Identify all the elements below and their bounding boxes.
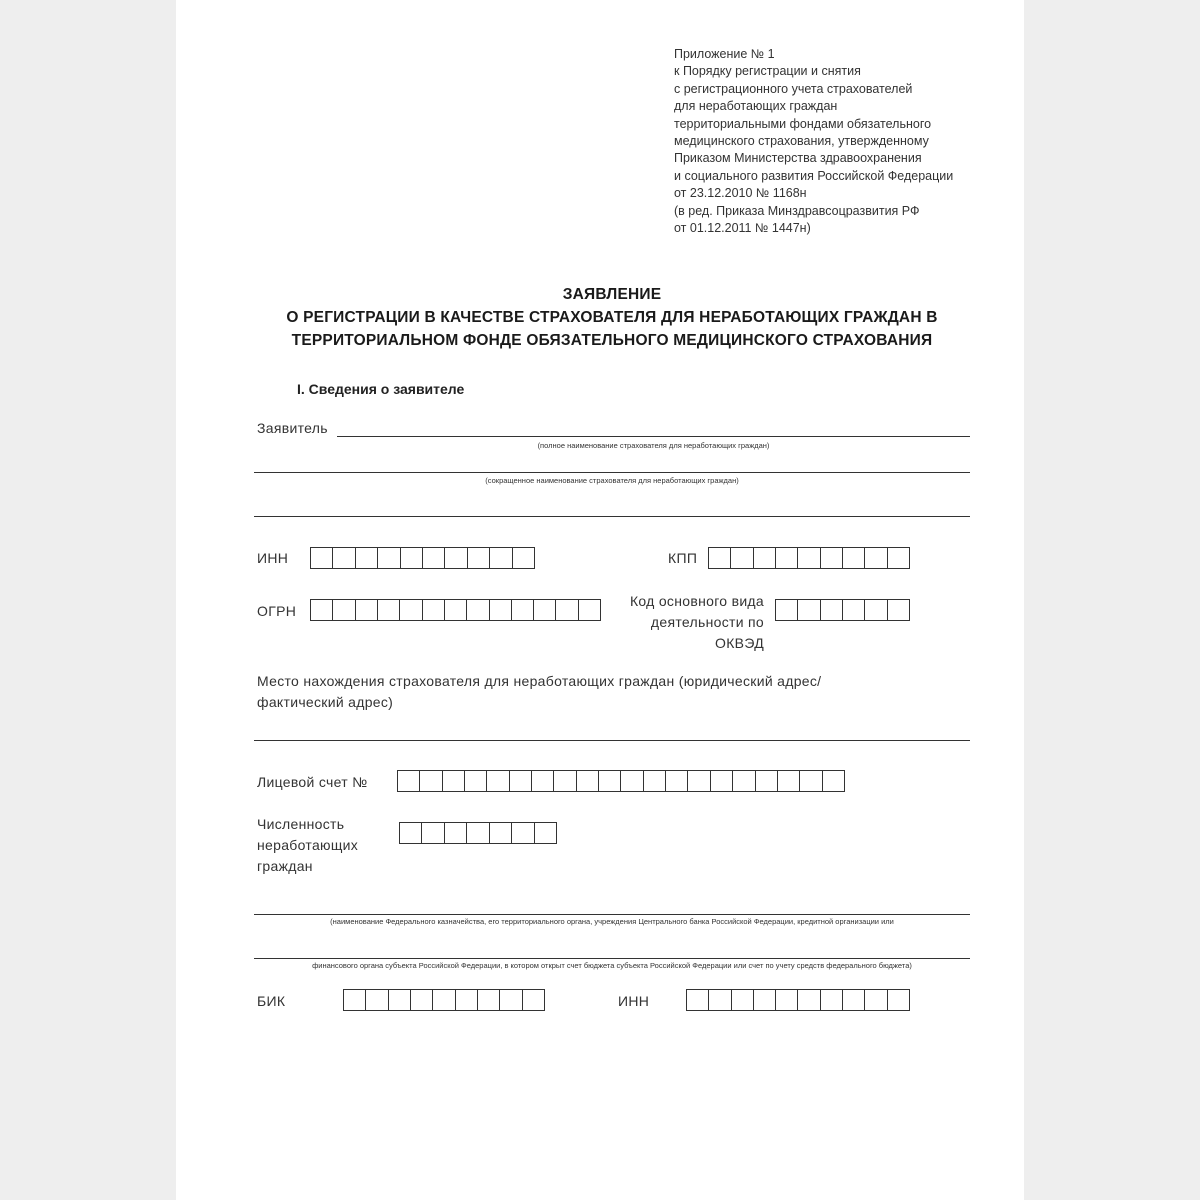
treasury-caption-2: финансового органа субъекта Российской Федерации, в котором открыт счет бюджета субъекта Российской Федерации или счет по учету средств федерального бюджета) bbox=[312, 961, 912, 970]
document-subtitle-line2: ТЕРРИТОРИАЛЬНОМ ФОНДЕ ОБЯЗАТЕЛЬНОГО МЕДИЦИНСКОГО СТРАХОВАНИЯ bbox=[291, 332, 933, 349]
address-label-line: Место нахождения страхователя для неработающих граждан (юридический адрес/ bbox=[257, 673, 822, 689]
count-label bbox=[257, 814, 358, 877]
okved-field[interactable] bbox=[775, 599, 910, 621]
applicant-short-name-line[interactable] bbox=[254, 472, 970, 473]
document-subtitle-line1: О РЕГИСТРАЦИИ В КАЧЕСТВЕ СТРАХОВАТЕЛЯ ДЛЯ НЕРАБОТАЮЩИХ ГРАЖДАН В bbox=[286, 309, 938, 326]
inn2-label: ИНН bbox=[618, 993, 650, 1009]
address-line[interactable] bbox=[254, 740, 970, 741]
section-heading: I. Сведения о заявителе bbox=[297, 381, 465, 397]
okved-label bbox=[600, 591, 764, 654]
account-label: Лицевой счет № bbox=[257, 774, 368, 790]
appendix-line: (в ред. Приказа Минздравсоцразвития РФ bbox=[674, 203, 920, 218]
appendix-line: медицинского страхования, утвержденному bbox=[674, 134, 929, 149]
okved-label-line: деятельности по bbox=[650, 614, 764, 630]
applicant-label: Заявитель bbox=[257, 420, 328, 436]
count-field[interactable] bbox=[399, 822, 557, 844]
count-label-line: неработающих bbox=[257, 837, 359, 853]
applicant-full-name-line[interactable] bbox=[337, 436, 970, 437]
inn-label: ИНН bbox=[257, 550, 289, 566]
okved-label-line: ОКВЭД bbox=[715, 635, 764, 651]
kpp-label: КПП bbox=[668, 550, 698, 566]
appendix-line: с регистрационного учета страхователей bbox=[674, 81, 913, 96]
inn-field[interactable] bbox=[310, 547, 535, 569]
appendix-line: от 23.12.2010 № 1168н bbox=[674, 186, 807, 201]
treasury-name-line-2[interactable] bbox=[254, 958, 970, 959]
account-field[interactable] bbox=[397, 770, 845, 792]
count-label-line: Численность bbox=[257, 816, 345, 832]
bik-label: БИК bbox=[257, 993, 286, 1009]
applicant-extra-line[interactable] bbox=[254, 516, 970, 517]
count-label-line: граждан bbox=[257, 858, 313, 874]
ogrn-label: ОГРН bbox=[257, 603, 297, 619]
short-name-caption: (сокращенное наименование страхователя для неработающих граждан) bbox=[485, 476, 739, 485]
appendix-note bbox=[674, 46, 994, 237]
full-name-caption: (полное наименование страхователя для неработающих граждан) bbox=[537, 441, 770, 450]
bik-field[interactable] bbox=[343, 989, 545, 1011]
address-label bbox=[257, 671, 821, 713]
address-label-line: фактический адрес) bbox=[257, 694, 394, 710]
kpp-field[interactable] bbox=[708, 547, 910, 569]
appendix-line: Приказом Министерства здравоохранения bbox=[674, 151, 922, 166]
appendix-line: для неработающих граждан bbox=[674, 99, 838, 114]
appendix-line: и социального развития Российской Федерации bbox=[674, 168, 954, 183]
treasury-name-line[interactable] bbox=[254, 914, 970, 915]
appendix-line: от 01.12.2011 № 1447н) bbox=[674, 221, 811, 236]
appendix-line: Приложение № 1 bbox=[674, 47, 775, 61]
appendix-line: территориальными фондами обязательного bbox=[674, 116, 932, 131]
okved-label-line: Код основного вида bbox=[629, 593, 764, 609]
inn2-field[interactable] bbox=[686, 989, 910, 1011]
ogrn-field[interactable] bbox=[310, 599, 601, 621]
document-title: ЗАЯВЛЕНИЕ bbox=[562, 286, 662, 303]
treasury-caption-1: (наименование Федерального казначейства, его территориального органа, учреждения Центрального банка Российской Федерации, кредитной организации или bbox=[330, 917, 894, 926]
appendix-line: к Порядку регистрации и снятия bbox=[674, 64, 861, 79]
